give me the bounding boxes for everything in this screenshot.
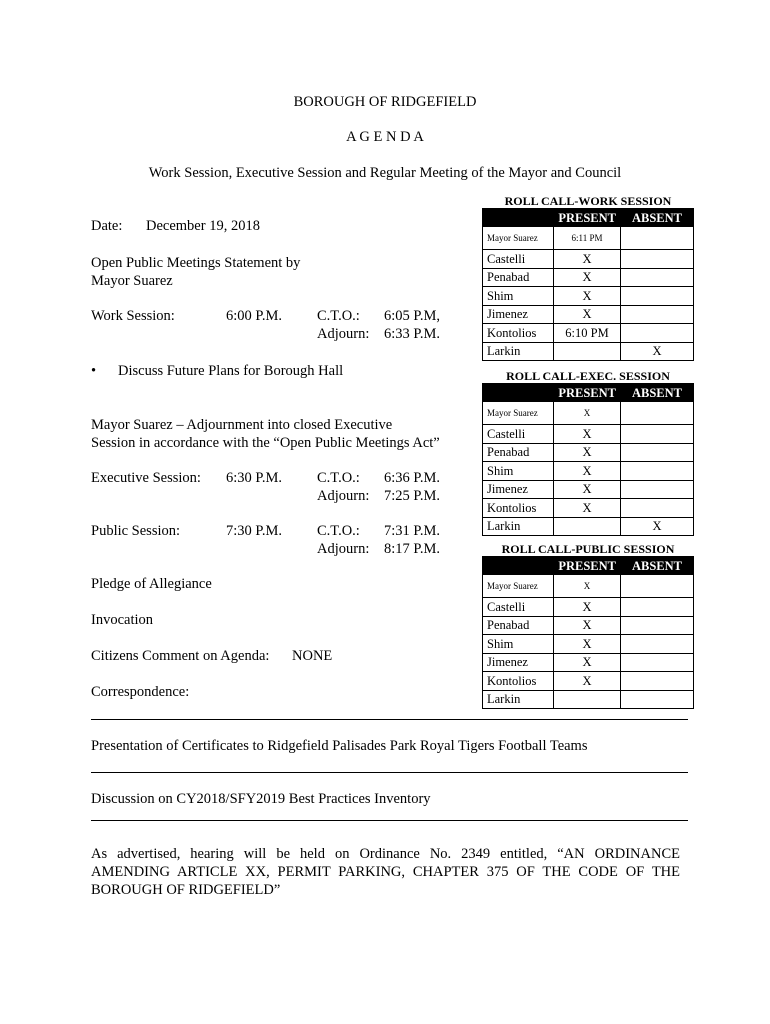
absent-header: ABSENT: [621, 209, 694, 227]
present-header: PRESENT: [483, 384, 621, 402]
exec-adjourn-label: Adjourn:: [317, 488, 370, 504]
public-session-time: 7:30 P.M.: [226, 523, 283, 539]
closed-session-line1: Mayor Suarez – Adjournment into closed Executive: [91, 417, 393, 433]
member-name: Kontolios: [483, 499, 554, 518]
work-adjourn-label: Adjourn:: [317, 326, 370, 342]
work-cto-label: C.T.O.:: [317, 308, 360, 324]
exec-cto-value: 6:36 P.M.: [384, 470, 441, 486]
public-cto-label: C.T.O.:: [317, 523, 360, 539]
absent-cell: [621, 402, 694, 425]
ordinance-paragraph: As advertised, hearing will be held on Ordinance No. 2349 entitled, “AN ORDINANCE AMENDING ARTICLE XX, PERMIT PARKING, CHAPTER 375 OF THE CODE OF THE BOROUGH OF RIDGEFIELD”: [91, 846, 680, 898]
absent-cell: [621, 480, 694, 499]
table-row: [483, 499, 694, 518]
table-row: [483, 635, 694, 654]
member-name: Mayor Suarez: [483, 402, 554, 425]
present-cell: X: [554, 443, 621, 462]
roll-call-header: [483, 557, 694, 575]
member-name: Mayor Suarez: [483, 227, 554, 250]
meeting-subtitle: Work Session, Executive Session and Regular Meeting of the Mayor and Council: [148, 165, 622, 181]
table-row: [483, 443, 694, 462]
exec-adjourn-value: 7:25 P.M.: [384, 488, 441, 504]
public-session-label: Public Session:: [91, 523, 181, 539]
member-name: Larkin: [483, 342, 554, 361]
absent-cell: [621, 499, 694, 518]
present-cell: X: [554, 616, 621, 635]
absent-cell: [621, 462, 694, 481]
work-cto-value: 6:05 P.M,: [384, 308, 441, 324]
work-session-label: Work Session:: [91, 308, 175, 324]
present-cell: X: [554, 425, 621, 444]
absent-cell: [621, 616, 694, 635]
present-cell: X: [554, 462, 621, 481]
absent-cell: [621, 635, 694, 654]
member-name: Penabad: [483, 443, 554, 462]
divider: [91, 719, 688, 720]
table-row: [483, 517, 694, 536]
pledge: Pledge of Allegiance: [91, 576, 212, 592]
present-cell: 6:10 PM: [554, 324, 621, 343]
table-row: [483, 616, 694, 635]
absent-cell: [621, 227, 694, 250]
member-name: Penabad: [483, 268, 554, 287]
absent-cell: X: [621, 517, 694, 536]
member-name: Kontolios: [483, 324, 554, 343]
present-cell: X: [554, 402, 621, 425]
divider: [91, 820, 688, 821]
public-cto-value: 7:31 P.M.: [384, 523, 441, 539]
discussion-item: Discussion on CY2018/SFY2019 Best Practices Inventory: [91, 791, 431, 807]
table-row: [483, 480, 694, 499]
roll-call-header: [483, 209, 694, 227]
table-row: [483, 402, 694, 425]
present-cell: X: [554, 575, 621, 598]
absent-cell: [621, 305, 694, 324]
present-cell: [554, 342, 621, 361]
present-cell: X: [554, 672, 621, 691]
member-name: Larkin: [483, 690, 554, 709]
member-name: Larkin: [483, 517, 554, 536]
present-cell: X: [554, 480, 621, 499]
work-adjourn-value: 6:33 P.M.: [384, 326, 441, 342]
table-row: [483, 250, 694, 269]
present-cell: X: [554, 635, 621, 654]
member-name: Mayor Suarez: [483, 575, 554, 598]
citizens-value: NONE: [292, 648, 333, 664]
present-cell: X: [554, 598, 621, 617]
roll-call-public-table: [482, 556, 694, 709]
absent-cell: [621, 250, 694, 269]
table-row: [483, 227, 694, 250]
absent-cell: [621, 575, 694, 598]
table-row: [483, 268, 694, 287]
present-cell: X: [554, 287, 621, 306]
correspondence: Correspondence:: [91, 684, 190, 700]
member-name: Shim: [483, 462, 554, 481]
present-cell: X: [554, 305, 621, 324]
presentation-item: Presentation of Certificates to Ridgefield Palisades Park Royal Tigers Football Teams: [91, 738, 588, 754]
roll-call-work-title: ROLL CALL-WORK SESSION: [504, 194, 672, 208]
table-row: [483, 462, 694, 481]
absent-cell: [621, 690, 694, 709]
absent-header: ABSENT: [621, 384, 694, 402]
absent-cell: X: [621, 342, 694, 361]
table-row: [483, 305, 694, 324]
member-name: Jimenez: [483, 653, 554, 672]
table-row: [483, 324, 694, 343]
roll-call-exec-table: [482, 383, 694, 536]
date-value: December 19, 2018: [146, 218, 260, 234]
present-cell: X: [554, 268, 621, 287]
absent-cell: [621, 287, 694, 306]
absent-cell: [621, 425, 694, 444]
member-name: Jimenez: [483, 480, 554, 499]
member-name: Castelli: [483, 425, 554, 444]
table-row: [483, 690, 694, 709]
agenda-title: A G E N D A: [346, 129, 424, 145]
open-meetings-line2: Mayor Suarez: [91, 273, 173, 289]
roll-call-exec-title: ROLL CALL-EXEC. SESSION: [506, 369, 670, 383]
absent-cell: [621, 653, 694, 672]
exec-session-time: 6:30 P.M.: [226, 470, 283, 486]
present-cell: [554, 517, 621, 536]
open-meetings-line1: Open Public Meetings Statement by: [91, 255, 301, 271]
absent-header: ABSENT: [621, 557, 694, 575]
table-row: [483, 287, 694, 306]
absent-cell: [621, 672, 694, 691]
exec-cto-label: C.T.O.:: [317, 470, 360, 486]
exec-session-label: Executive Session:: [91, 470, 201, 486]
absent-cell: [621, 324, 694, 343]
table-row: [483, 598, 694, 617]
present-header: PRESENT: [483, 209, 621, 227]
present-header: PRESENT: [483, 557, 621, 575]
roll-call-public-title: ROLL CALL-PUBLIC SESSION: [501, 542, 675, 556]
table-row: [483, 342, 694, 361]
present-cell: X: [554, 499, 621, 518]
present-cell: X: [554, 250, 621, 269]
roll-call-header: [483, 384, 694, 402]
present-cell: 6:11 PM: [554, 227, 621, 250]
citizens-label: Citizens Comment on Agenda:: [91, 648, 270, 664]
member-name: Shim: [483, 635, 554, 654]
divider: [91, 772, 688, 773]
table-row: [483, 425, 694, 444]
bullet-icon: •: [91, 363, 97, 379]
bullet-text: Discuss Future Plans for Borough Hall: [118, 363, 344, 379]
borough-title: BOROUGH OF RIDGEFIELD: [293, 94, 477, 110]
table-row: [483, 575, 694, 598]
member-name: Castelli: [483, 598, 554, 617]
work-session-time: 6:00 P.M.: [226, 308, 283, 324]
absent-cell: [621, 598, 694, 617]
roll-call-work-table: [482, 208, 694, 361]
member-name: Penabad: [483, 616, 554, 635]
present-cell: [554, 690, 621, 709]
table-row: [483, 672, 694, 691]
closed-session-line2: Session in accordance with the “Open Public Meetings Act”: [91, 435, 440, 451]
present-cell: X: [554, 653, 621, 672]
member-name: Castelli: [483, 250, 554, 269]
public-adjourn-value: 8:17 P.M.: [384, 541, 441, 557]
absent-cell: [621, 268, 694, 287]
absent-cell: [621, 443, 694, 462]
public-adjourn-label: Adjourn:: [317, 541, 370, 557]
member-name: Jimenez: [483, 305, 554, 324]
member-name: Kontolios: [483, 672, 554, 691]
member-name: Shim: [483, 287, 554, 306]
date-label: Date:: [91, 218, 123, 234]
table-row: [483, 653, 694, 672]
invocation: Invocation: [91, 612, 154, 628]
